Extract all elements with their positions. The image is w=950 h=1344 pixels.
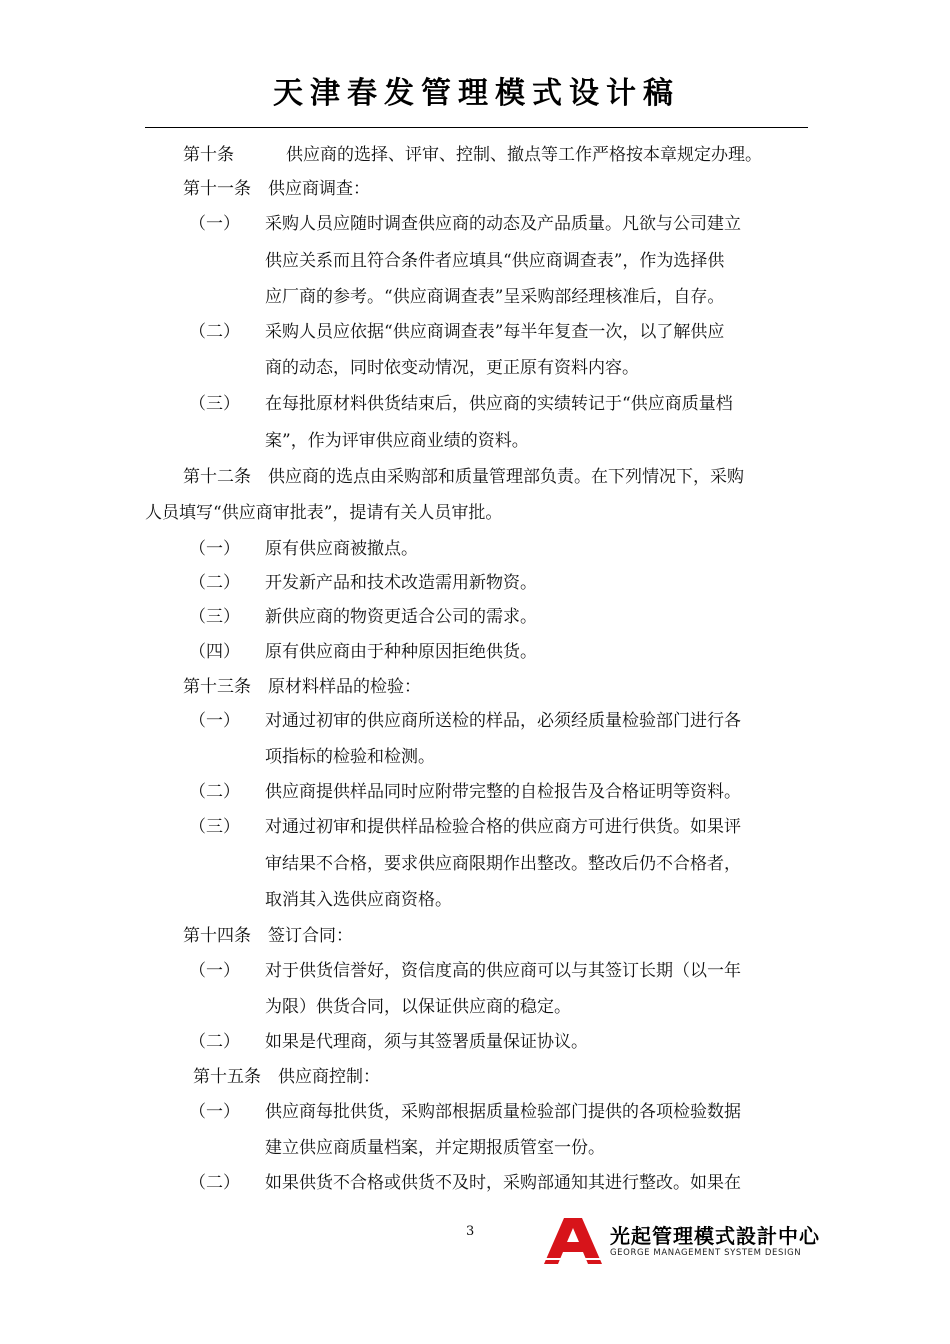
a11-item-2-line-2: 商的动态，同时依变动情况，更正原有资料内容。 <box>265 358 639 378</box>
a12-item-2-marker: （二） <box>189 573 240 593</box>
a11-item-2-line-1: 采购人员应依据“供应商调查表”每半年复查一次，以了解供应 <box>265 322 725 342</box>
a11-item-3-line-2: 案”，作为评审供应商业绩的资料。 <box>265 431 529 451</box>
article-10-label: 第十条 <box>183 145 234 165</box>
a13-item-3-line-1: 对通过初审和提供样品检验合格的供应商方可进行供货。如果评 <box>265 817 741 837</box>
a13-item-1-line-1: 对通过初审的供应商所送检的样品，必须经质量检验部门进行各 <box>265 711 741 731</box>
a11-item-1-line-1: 采购人员应随时调查供应商的动态及产品质量。凡欲与公司建立 <box>265 214 741 234</box>
logo-english-name: GEORGE MANAGEMENT SYSTEM DESIGN <box>610 1248 802 1258</box>
logo-a-stripe <box>544 1258 602 1260</box>
article-10-text: 供应商的选择、评审、控制、撤点等工作严格按本章规定办理。 <box>286 145 762 165</box>
a12-item-4-text: 原有供应商由于种种原因拒绝供货。 <box>265 642 537 662</box>
a15-item-1-line-1: 供应商每批供货，采购部根据质量检验部门提供的各项检验数据 <box>265 1102 741 1122</box>
logo-a-mark-icon <box>544 1218 602 1264</box>
a15-item-2-line-1: 如果供货不合格或供货不及时，采购部通知其进行整改。如果在 <box>265 1173 741 1193</box>
a11-item-2-marker: （二） <box>189 322 240 342</box>
logo-company-name: 光起管理模式設計中心 <box>610 1224 820 1248</box>
header-divider <box>145 127 808 128</box>
a12-item-4-marker: （四） <box>189 642 240 662</box>
a15-item-2-marker: （二） <box>189 1173 240 1193</box>
article-12-line-2: 人员填写“供应商审批表”，提请有关人员审批。 <box>145 503 503 523</box>
a15-item-1-line-2: 建立供应商质量档案，并定期报质管室一份。 <box>265 1138 605 1158</box>
a14-item-1-marker: （一） <box>189 961 240 981</box>
a14-item-2-line-1: 如果是代理商，须与其签署质量保证协议。 <box>265 1032 588 1052</box>
article-14-heading: 第十四条 签订合同： <box>183 926 353 946</box>
a13-item-1-line-2: 项指标的检验和检测。 <box>265 747 435 767</box>
a15-item-1-marker: （一） <box>189 1102 240 1122</box>
a13-item-2-line-1: 供应商提供样品同时应附带完整的自检报告及合格证明等资料。 <box>265 782 741 802</box>
a12-item-1-marker: （一） <box>189 539 240 559</box>
a11-item-3-line-1: 在每批原材料供货结束后，供应商的实绩转记于“供应商质量档 <box>265 394 733 414</box>
a11-item-1-line-3: 应厂商的参考。“供应商调查表”呈采购部经理核准后，自存。 <box>265 287 725 307</box>
a11-item-3-marker: （三） <box>189 394 240 414</box>
a14-item-1-line-2: 为限）供货合同，以保证供应商的稳定。 <box>265 997 571 1017</box>
article-12-line-1: 第十二条 供应商的选点由采购部和质量管理部负责。在下列情况下，采购 <box>183 467 744 487</box>
a13-item-3-marker: （三） <box>189 817 240 837</box>
article-11-heading: 第十一条 供应商调查： <box>183 179 370 199</box>
document-header-title: 天津春发管理模式设计稿 <box>273 76 680 111</box>
a13-item-1-marker: （一） <box>189 711 240 731</box>
a11-item-1-line-2: 供应关系而且符合条件者应填具“供应商调查表”，作为选择供 <box>265 251 725 271</box>
a12-item-2-text: 开发新产品和技术改造需用新物资。 <box>265 573 537 593</box>
company-logo <box>544 1218 820 1266</box>
a11-item-1-marker: （一） <box>189 214 240 234</box>
article-13-heading: 第十三条 原材料样品的检验： <box>183 677 421 697</box>
page-number: 3 <box>466 1224 475 1239</box>
a12-item-3-text: 新供应商的物资更适合公司的需求。 <box>265 607 537 627</box>
article-15-heading: 第十五条 供应商控制： <box>193 1067 380 1087</box>
a14-item-1-line-1: 对于供货信誉好，资信度高的供应商可以与其签订长期（以一年 <box>265 961 741 981</box>
a14-item-2-marker: （二） <box>189 1032 240 1052</box>
a13-item-2-marker: （二） <box>189 782 240 802</box>
a13-item-3-line-2: 审结果不合格，要求供应商限期作出整改。整改后仍不合格者， <box>265 854 741 874</box>
a12-item-3-marker: （三） <box>189 607 240 627</box>
a12-item-1-text: 原有供应商被撤点。 <box>265 539 418 559</box>
a13-item-3-line-3: 取消其入选供应商资格。 <box>265 890 452 910</box>
